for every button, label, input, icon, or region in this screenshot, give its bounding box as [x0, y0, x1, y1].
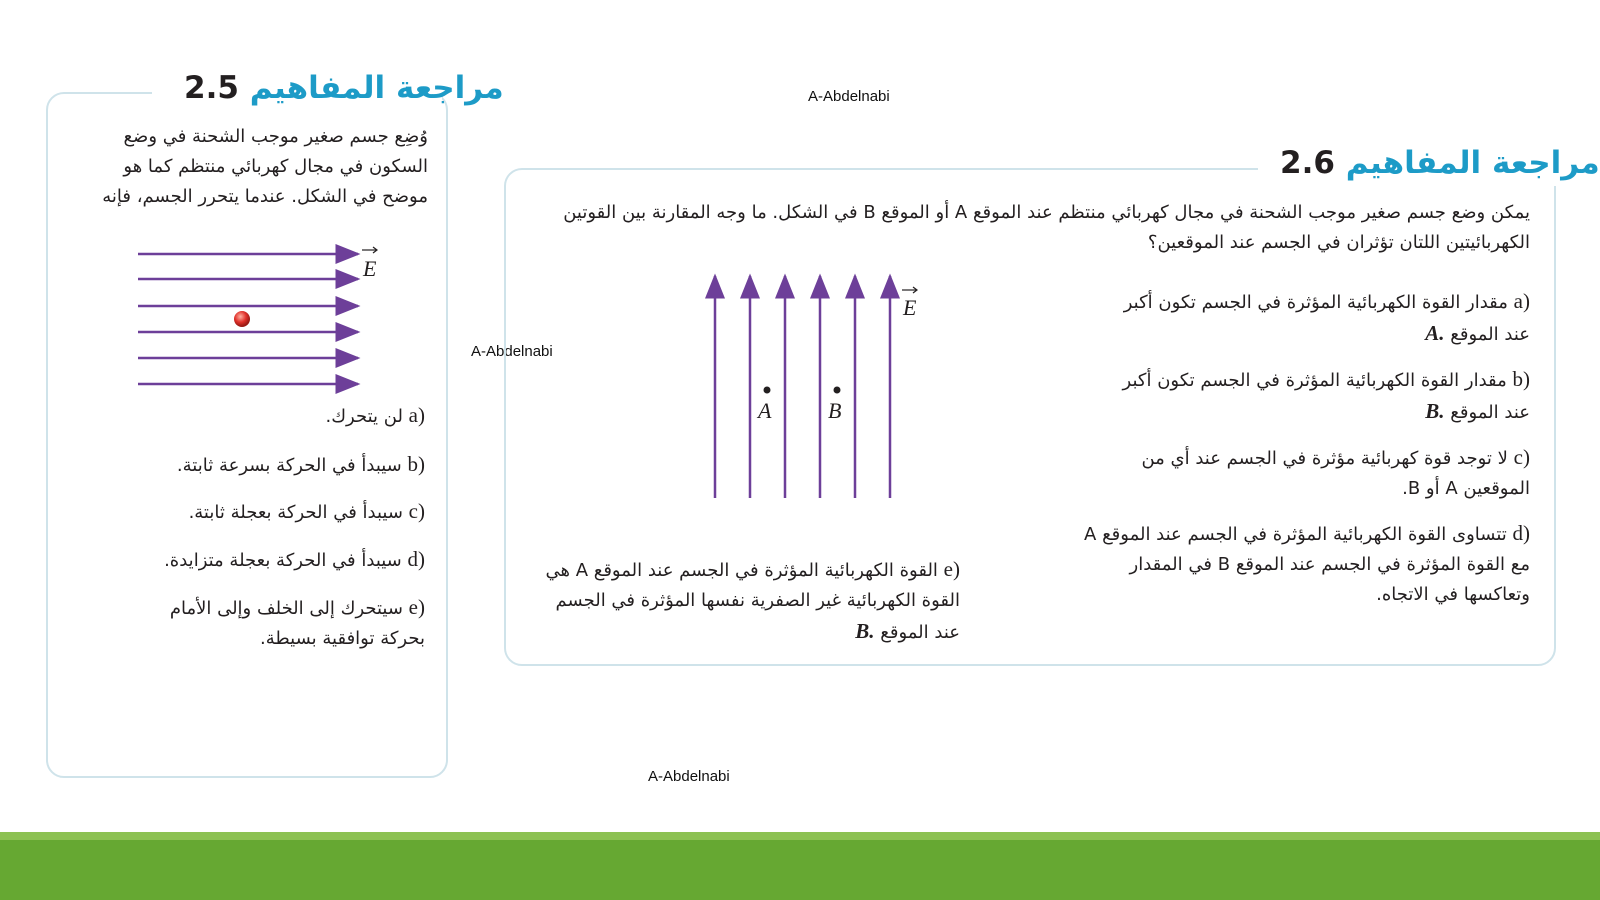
point-b-dot — [834, 387, 841, 394]
watermark-middle: A-Abdelnabi — [471, 343, 553, 360]
review-2-6-question: يمكن وضع جسم صغير موجب الشحنة في مجال كهربائي منتظم عند الموقع A أو الموقع B في الشكل. ما وجه المقارنة بين القوتين الكهربائيتين اللتان تؤثران في الجسم عند الموقعين؟ — [563, 202, 1530, 253]
option-text: لا توجد قوة كهربائية مؤثرة في الجسم عند أي من الموقعين A أو B. — [1141, 448, 1530, 499]
review-2-5-title — [184, 70, 504, 106]
review-2-5-option-b[interactable] — [177, 449, 425, 481]
option-text: لن يتحرك. — [325, 406, 403, 427]
option-label: b) — [1512, 367, 1530, 391]
option-label: e) — [943, 557, 960, 581]
option-label: c) — [1513, 445, 1530, 469]
field-label-e: E — [903, 295, 917, 320]
option-label: a) — [408, 403, 425, 427]
review-2-5-option-d[interactable] — [164, 544, 425, 576]
point-a-dot — [764, 387, 771, 394]
option-label: e) — [408, 595, 425, 619]
option-text: سيبدأ في الحركة بسرعة ثابتة. — [176, 455, 402, 476]
uniform-field-diagram-2-5 — [130, 244, 390, 404]
review-2-5-number: 2.5 — [184, 70, 239, 106]
watermark-top: A-Abdelnabi — [808, 88, 890, 105]
review-2-5-question: وُضِع جسم صغير موجب الشحنة في وضع السكون في مجال كهربائي منتظم كما هو موضح في الشكل. عندما يتحرر الجسم، فإنه — [102, 126, 428, 207]
review-2-6-option-a[interactable] — [1100, 286, 1530, 350]
review-2-6-option-e[interactable] — [530, 554, 960, 648]
review-2-5-option-e[interactable] — [135, 592, 425, 654]
option-point: B. — [855, 619, 875, 643]
option-label: d) — [1512, 521, 1530, 545]
footer-bar — [0, 832, 1600, 900]
footer-accent-line — [0, 832, 1600, 840]
positive-charge — [234, 311, 250, 327]
point-a-label: A — [758, 398, 772, 423]
option-text: مقدار القوة الكهربائية المؤثرة في الجسم تكون أكبر عند الموقع — [1123, 292, 1530, 345]
point-b-label: B — [828, 398, 842, 423]
review-2-6-number: 2.6 — [1280, 145, 1335, 181]
review-2-6-title — [1280, 145, 1600, 181]
review-2-6-option-b[interactable] — [1100, 364, 1530, 428]
option-text: سيبدأ في الحركة بعجلة متزايدة. — [164, 550, 402, 571]
option-label: c) — [408, 499, 425, 523]
option-label: d) — [407, 547, 425, 571]
review-2-5-option-c[interactable] — [189, 496, 425, 528]
field-label-e: E — [363, 256, 377, 281]
option-text: تتساوى القوة الكهربائية المؤثرة في الجسم عند الموقع A مع القوة المؤثرة في الجسم عند الموقع B في المقدار وتعاكسها في الاتجاه. — [1084, 524, 1530, 605]
option-text: سيتحرك إلى الخلف وإلى الأمام بحركة توافقية بسيطة. — [169, 598, 425, 649]
review-2-6-option-c[interactable] — [1100, 442, 1530, 504]
option-label: a) — [1513, 289, 1530, 313]
option-point: B. — [1425, 399, 1445, 423]
option-text: مقدار القوة الكهربائية المؤثرة في الجسم تكون أكبر عند الموقع — [1122, 370, 1530, 423]
review-2-6-heading: مراجعة المفاهيم — [1345, 145, 1600, 181]
option-text: القوة الكهربائية المؤثرة في الجسم عند الموقع A هي القوة الكهربائية غير الصفرية نفسها المؤثرة في الجسم عند الموقع — [545, 560, 960, 643]
review-2-6-option-d[interactable] — [1080, 518, 1530, 610]
option-label: b) — [407, 452, 425, 476]
review-2-5-heading: مراجعة المفاهيم — [249, 70, 504, 106]
option-point: A. — [1425, 321, 1445, 345]
watermark-bottom: A-Abdelnabi — [648, 768, 730, 785]
option-text: سيبدأ في الحركة بعجلة ثابتة. — [188, 502, 403, 523]
review-2-5-option-a[interactable] — [325, 400, 425, 432]
uniform-field-diagram-2-6 — [700, 268, 930, 504]
